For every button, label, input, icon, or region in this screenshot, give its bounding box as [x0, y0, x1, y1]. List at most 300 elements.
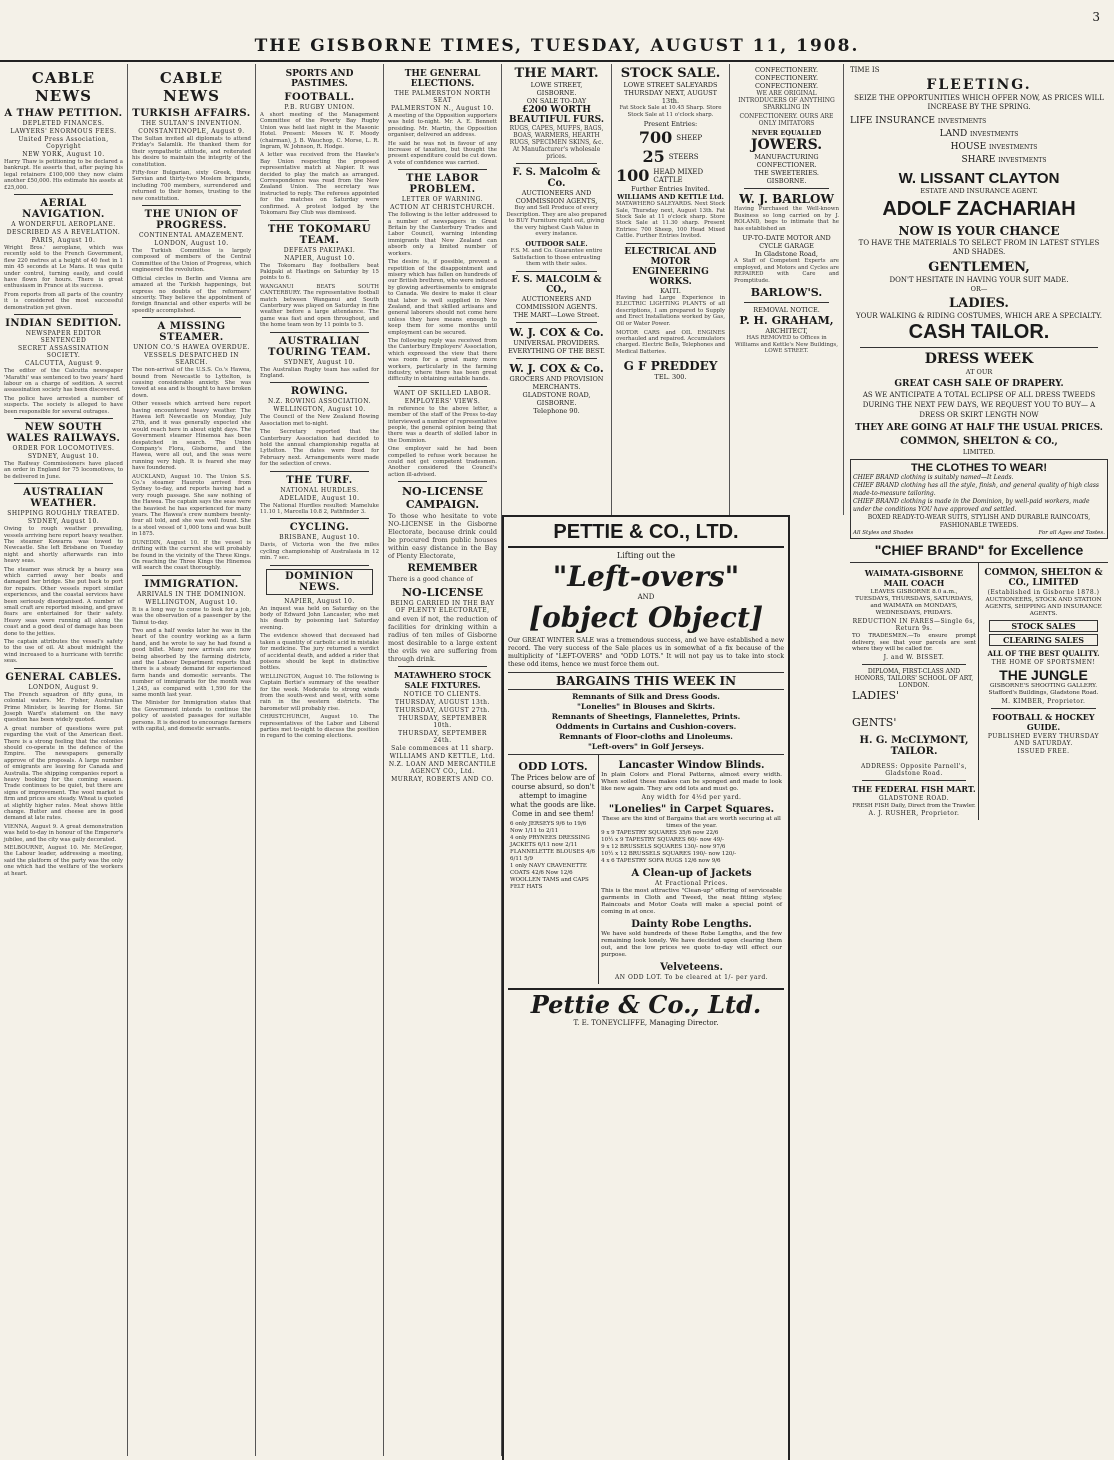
column-stock-ads	[612, 64, 730, 515]
zachariah-ladies: LADIES.	[949, 296, 1009, 311]
elections-heading: THE GENERAL ELECTIONS.	[404, 69, 481, 89]
filler-text: MATAWHERO SALEYARDS. Next Stock Sale, Thursday next, August 13th. Fat Stock Sale at 11 o'clock sharp. Store Stock Sale at 11.30 sharp. Present Entries: 700 Sheep, 100 Head Mixed Cattle. Further Entries Invited.	[616, 201, 725, 240]
column-cable-news-1	[0, 64, 128, 1456]
article-body: The following is the letter addressed to a number of newspapers in Great Britain by the Canterbury Trades and Labor Council, warning intending immigrants that New Zealand can absorb only a limited number of workers.	[388, 212, 497, 257]
right-bottom-split	[850, 562, 1108, 820]
odd-lot-item: FLANNELETTE BLOUSES 4/6 6/11 5/9	[510, 849, 595, 862]
article-body: Davis, of Victoria won the five miles cycling championship of Australasia in 12 min. 7 sec.	[260, 542, 379, 562]
dress-week-firm: COMMON, SHELTON & CO.,	[900, 436, 1058, 447]
article-subtitle: DESCRIBED AS A REVELATION.	[6, 229, 121, 237]
zachariah-chance: NOW IS YOUR CHANCE	[898, 224, 1060, 238]
cable-news-heading: CABLE NEWS	[159, 69, 224, 105]
cox2-title: W. J. COX & Co.	[509, 361, 604, 375]
filler-text: The steamer was struck by a heavy sea which carried away her boats and damaged her bridge. She put back to port for repairs. Other vessels report similar experiences, and the coastal services have been seriously disorganised. A number of small craft are reported missing, and grave fears are entertained for their safety. Heavy seas were running all along the coast and a good deal of damage has been done to the jetties.	[4, 566, 123, 637]
article-place: SYDNEY, August 10.	[27, 518, 100, 526]
article-place: PARIS, August 10.	[31, 237, 96, 245]
article-subtitle: A WONDERFUL AEROPLANE.	[11, 221, 116, 229]
clayton-name: W. LISSANT CLAYTON	[898, 170, 1060, 187]
no-license-body: There is a good chance of	[388, 575, 473, 584]
article-subtitle: SHIPPING ROUGHLY TREATED.	[7, 510, 120, 518]
stock-entries: Present Entries:	[643, 120, 698, 129]
dress-week-sub: AT OUR	[965, 368, 993, 376]
odd-lot-item: 6 only JERSEYS 9/6 to 19/6 Now 1/11 to 2/11	[510, 821, 587, 834]
pettie-bargains: BARGAINS THIS WEEK IN	[508, 672, 784, 690]
article-subtitle: ARRIVALS IN THE DOMINION.	[136, 590, 247, 598]
column-elections	[384, 64, 502, 1456]
robes-title: Dainty Robe Lengths.	[631, 919, 752, 930]
malcolm-outdoor-body: F.S. M. and Co. Guarantee entire Satisfaction to those entrusting them with their sales.	[510, 247, 603, 268]
filler-text: The following reply was received from the Canterbury Employers' Association, which expressed the view that there was room for a great many more workers, particularly in the farming industry, where there has been great difficulty in obtaining suitable hands.	[388, 337, 497, 383]
stock-entry-row	[616, 166, 725, 185]
article-subtitle: DEPLETED FINANCES.	[22, 120, 105, 127]
pettie-leftovers: "Left-overs"	[552, 560, 740, 593]
pettie-bargain-list	[508, 692, 784, 752]
cox-sub: EVERYTHING OF THE BEST.	[508, 346, 605, 355]
no-license-body: and even if not, the reduction of facilities for drinking within a radius of ten miles of Gisborne most desirable to a large extent the evils we are suffering from through drink.	[388, 615, 497, 664]
article-subtitle: N.Z. ROWING ASSOCIATION.	[268, 398, 371, 406]
right-bottom-right	[979, 563, 1108, 820]
filler-text: DUNEDIN, August 10. If the vessel is drifting with the current she will probably be found in the vicinity of the Three Kings. On reaching the Three Kings the Hinemoa will search the coast thoroughly.	[132, 539, 251, 572]
article-place: CALCUTTA, August 9.	[24, 360, 102, 368]
article-title: AUSTRALIAN TOURING TEAM.	[268, 335, 371, 358]
jungle-body: GISBORNE'S SHOOTING GALLERY. Stafford's Buildings, Gladstone Road.	[988, 683, 1099, 696]
column-mart-ads	[502, 64, 612, 515]
carpets-list	[601, 830, 782, 865]
investments-list	[850, 115, 1108, 167]
article-title: AUSTRALIAN WEATHER.	[23, 487, 104, 510]
graham-notice: REMOVAL NOTICE.	[753, 306, 820, 314]
bargain-item: Remnants of Silk and Dress Goods.	[572, 692, 720, 701]
stock-body: Fat Stock Sale at 10.45 Sharp. Store Stock Sale at 11 o'clock sharp.	[619, 105, 722, 118]
cox2-address: GLADSTONE ROAD, GISBORNE.	[522, 390, 591, 407]
bargain-item: Remnants of Sheetings, Flannelettes, Prints.	[551, 712, 741, 721]
zachariah-gentlemen: GENTLEMEN,	[928, 260, 1030, 275]
filler-text: Fifty-four Bulgarian, sixty Greek, three Servian and thirty-two Moslem brigands, including 700 members, surrendered and returned to their homes, trusting to the new constitution.	[132, 170, 251, 202]
barlow-name: BARLOW'S.	[750, 286, 823, 299]
clayton-sub: ESTATE AND INSURANCE AGENT.	[920, 187, 1038, 195]
filler-text: MOTOR CARS and OIL ENGINES overhauled and repaired. Accumulators charged. Electric Bells, Telephones and Medical Batteries.	[616, 329, 725, 355]
odd-lots-body: The Prices below are of course absurd, so don't attempt to imagine what the goods are like. Come in and see them!	[510, 774, 596, 818]
fish-owner: A. J. RUSHER, Proprietor.	[868, 810, 960, 818]
article-body: Owing to rough weather prevailing, vessels arriving here report heavy weather. The steamer Kowarra was towed to Newcastle. She left Brisbane on Tuesday night and shortly afterwards ran into heavy seas.	[4, 526, 123, 565]
mart-sale: ON SALE TO-DAY	[526, 97, 587, 105]
confectionery-line: CONFECTIONERY.	[754, 66, 819, 74]
zachariah-gentlemen-body: DON'T HESITATE IN HAVING YOUR SUIT MADE.	[889, 276, 1069, 284]
article-body: The non-arrival of the U.S.S. Co.'s Hawea, bound from Newcastle to Lyttelton, is causing considerable anxiety. She was towed at sea and is thought to have broken down.	[132, 367, 251, 399]
article-body: Harry Thaw is petitioning to be declared a bankrupt. He asserts that, after paying his legal retainers £100,000 they now claim another £50,000. His estimate his assets at £25,000.	[4, 159, 123, 191]
chief-brand-line: CHIEF BRAND clothing is suitably named—It Leads.	[853, 474, 1014, 481]
pettie-oddlots: [object Object]	[528, 601, 764, 634]
matawhero-title: MATAWHERO STOCK SALE FIXTURES.	[393, 670, 491, 691]
malcolm2-address: THE MART—Lowe Street.	[513, 310, 600, 319]
dress-week-going: THEY ARE GOING AT HALF THE USUAL PRICES.	[855, 423, 1103, 433]
malcolm2-sub: AUCTIONEERS AND COMMISSION AGENTS.	[515, 294, 598, 311]
matawhero-note: Sale commences at 11 sharp.	[391, 745, 494, 753]
filler-text: MELBOURNE, August 10. Mr. McGregor, the Labour leader, addressing a meeting, said the platform of the party was the only one which had the welfare of the workers at heart.	[4, 845, 123, 877]
investment-word: INVESTMENTS	[998, 157, 1047, 164]
matawhero-agent: WILLIAMS AND KETTLE, Ltd.	[389, 753, 496, 761]
fish-address: GLADSTONE ROAD.	[878, 794, 950, 802]
stock-entry-row	[616, 128, 725, 147]
filler-text: He said he was not in favour of any increase of taxation, but thought the present expenditure could be cut down. A vote of confidence was carried.	[388, 140, 498, 166]
mart-headline: £200 WORTH BEAUTIFUL FURS.	[509, 105, 604, 125]
article-place: SYDNEY, August 10.	[27, 452, 100, 460]
no-license-body: To those who hesitate to vote NO-LICENSE in the Gisborne Electorate, because drink could be procured from public houses within easy distance in the Bay of Plenty Electorate,	[388, 512, 497, 561]
graham-name: P. H. GRAHAM,	[739, 314, 834, 327]
article-body: The Sultan invited all diplomats to attend Friday's Salamlik. He thanked them for their sympathetic attitude, and reiterated his desire to maintain the integrity of the constitution.	[132, 136, 251, 168]
article-body: The Turkish Committee is largely composed of members of the Central Committee of the Union of Progress, which engineered the revolution.	[132, 248, 251, 274]
column-sports	[256, 64, 384, 1456]
confectionery-body: CONFECTIONERY. OURS ARE ONLY IMITATORS	[739, 113, 834, 127]
confectionery-line: CONFECTIONERY.	[754, 74, 819, 82]
remember-heading: REMEMBER	[407, 563, 478, 575]
coach-title: WAIMATA-GISBORNE MAIL COACH	[864, 568, 964, 588]
stock-entry-row	[616, 147, 725, 166]
column-confectionery-ads	[730, 64, 844, 515]
zachariah-tailor: CASH TAILOR.	[908, 321, 1050, 343]
carpet-item: 10½ x 9 TAPESTRY SQUARES 60/- now 49/-	[601, 837, 724, 843]
article-body: A short meeting of the Management Committee of the Poverty Bay Rugby Union was held last night in the Masonic Hotel. Present: Messrs W. F. Moody (chairman), J. B. Wauchop, C. Morse, L. R. Ingram, W. Johnson, R. Hodge.	[260, 112, 379, 151]
article-title: THE LABOR PROBLEM.	[406, 173, 479, 196]
article-subtitle: LETTER OF WARNING.	[401, 196, 484, 204]
chief-brand-line: BOXED READY-TO-WEAR SUITS, STYLISH AND DURABLE RAINCOATS, FASHIONABLE TWEEDS.	[867, 514, 1091, 529]
pettie-footer	[508, 988, 784, 1027]
pettie-footer-name: Pettie & Co., Ltd.	[530, 990, 762, 1019]
article-place: CONSTANTINOPLE, August 9.	[138, 128, 245, 135]
article-place: PALMERSTON N., August 10.	[391, 105, 494, 112]
velveteens-body: AN ODD LOT. To be cleared at 1/- per yard.	[614, 974, 769, 981]
odd-lots-list	[510, 821, 596, 891]
filler-text: A Staff of Competent Experts are employed, and Motors and Cycles are REPAIRED with Care and Promptitude.	[734, 258, 839, 284]
article-title: TURKISH AFFAIRS.	[132, 108, 251, 119]
shelton-established: (Established in Gisborne 1878.)	[987, 589, 1100, 596]
shelton-body: AUCTIONEERS, STOCK AND STATION AGENTS, SHIPPING AND INSURANCE AGENTS.	[985, 597, 1102, 617]
malcolm-sub: AUCTIONEERS AND COMMISSION AGENTS,	[515, 189, 598, 205]
mart-address: LOWE STREET,	[530, 81, 583, 89]
filler-text: The Minister for Immigration states that the Government intends to continue the policy of assisted passages for suitable persons. It is desired to encourage farmers with capital, and domestic servants.	[132, 700, 251, 733]
pettie-footer-manager: T. E. TONEYCLIFFE, Managing Director.	[573, 1019, 719, 1027]
shelton-stock: STOCK SALES	[989, 620, 1098, 632]
chief-brand-box	[850, 459, 1108, 539]
odd-lots-section	[508, 755, 599, 984]
no-license-title: NO-LICENSE CAMPAIGN.	[401, 485, 483, 512]
article-title: THE TOKOMARU TEAM.	[267, 223, 372, 246]
article-subtitle: ACTION AT CHRISTCHURCH.	[390, 204, 495, 212]
jowers-sub: MANUFACTURING CONFECTIONER.	[754, 153, 819, 169]
bargain-item: "Left-overs" in Golf Jerseys.	[587, 742, 705, 751]
pettie-title: PETTIE & CO., LTD.	[508, 521, 784, 548]
article-subtitle: NATIONAL HURDLES.	[280, 486, 359, 494]
jungle-owner: M. KIMBER, Proprietor.	[1001, 698, 1086, 705]
article-body: The editor of the Calcutta newspaper 'Marathi' was sentenced to two years' hard labour on a charge of sedition. A secret assassination society has been discovered.	[4, 368, 123, 394]
article-subtitle: UNION CO.'S HAWEA OVERDUE.	[133, 344, 250, 352]
mart-address: GISBORNE.	[536, 89, 577, 97]
article-title: IMMIGRATION.	[144, 578, 239, 590]
malcolm-body: Buy and Sell Produce of every Description. They are also prepared to BUY Furniture right out, giving the very highest Cash Value in every instance.	[506, 205, 607, 238]
article-title: GENERAL CABLES.	[5, 671, 122, 683]
article-subtitle: CONTINENTAL AMAZEMENT.	[138, 232, 245, 240]
article-body: The National Hurdles resulted: Mameluke 11.10 1, Marcella 10.8 2, Pathfinder 3.	[260, 502, 379, 516]
electrical-body: Having had Large Experience in ELECTRIC LIGHTING PLANTS of all descriptions, I am prepared to Supply and Erect Installations worked by Gas, Oil or Water Power.	[616, 294, 725, 327]
malcolm2-title: F. S. MALCOLM & CO.,	[511, 274, 602, 295]
newspaper-title: THE GISBORNE TIMES, TUESDAY, AUGUST 11, 1908.	[254, 36, 860, 56]
investment-row	[850, 154, 1108, 167]
filler-text: The Secretary reported that the Canterbury Association had decided to hold the annual championship regatta at Lyttelton. The dates were fixed for February next. Arrangements were made for the selection of crews.	[260, 429, 379, 468]
bargain-item: Oddments in Curtains and Cushion-covers.	[555, 722, 737, 731]
filler-text: CHRISTCHURCH, August 10. The representatives of the Labor and Liberal parties met to-night to discuss the position in regard to the coming elections.	[260, 714, 379, 740]
article-place: SYDNEY, August 10.	[283, 358, 356, 366]
carpet-item: 9 x 12 BRUSSELS SQUARES 130/- now 97/6	[601, 844, 726, 850]
stock-count: 100	[616, 166, 650, 186]
filler-text: Official circles in Berlin and Vienna are amazed at the Turkish happenings, but express no doubts of the reformers' sincerity. They believe the appointment of foreign financial and other experts will be speedily accomplished.	[132, 275, 251, 314]
blinds-title: Lancaster Window Blinds.	[618, 760, 765, 771]
barlow-title: W. J. BARLOW	[739, 192, 834, 206]
masthead	[0, 0, 1114, 62]
football-guide-title: FOOTBALL & HOCKEY GUIDE.	[992, 712, 1095, 732]
zachariah-body: TO HAVE THE MATERIALS TO SELECT FROM IN LATEST STYLES AND SHADES.	[858, 239, 1100, 256]
column-right-ads	[844, 64, 1114, 1460]
filler-text: From reports from all parts of the country it is considered the most successful demonstration yet given.	[4, 291, 123, 311]
no-license-heading: NO-LICENSE	[401, 586, 483, 600]
filler-text: One employer said he had been compelled to refuse work because he could not get competent tradesmen. Another considered the Council's action ill-advised.	[388, 446, 497, 478]
investment-word: INVESTMENTS	[937, 118, 987, 125]
investment-word: INVESTMENTS	[970, 131, 1019, 138]
fleeting-lead: TIME IS	[850, 66, 880, 74]
jungle-sub: THE HOME OF SPORTSMEN!	[991, 659, 1096, 666]
velveteens-title: Velveteens.	[660, 962, 723, 973]
no-license-sub: BEING CARRIED IN THE BAY OF PLENTY ELECTORATE,	[390, 600, 495, 615]
article-subtitle: WANT OF SKILLED LABOR.	[393, 389, 492, 397]
stock-kind: HEAD MIXED CATTLE	[653, 167, 704, 184]
bargain-item: "Lonelies" in Blouses and Skirts.	[577, 702, 715, 711]
bargain-item: Remnants of Floor-cloths and Linoleums.	[559, 732, 733, 741]
chief-brand-line: CHIEF BRAND clothing has all the style, finish, and general quality of high class made-to-measure tailoring.	[853, 482, 1100, 497]
football-guide-body: PUBLISHED EVERY THURSDAY AND SATURDAY.	[987, 733, 1100, 747]
investment-type: LIFE INSURANCE	[850, 116, 935, 126]
filler-text: A letter was received from the Hawke's Bay Union respecting the proposed representative match at Napier. It was decided to play the match as arranged. Correspondence was read from the New Zealand Union. The secretary was instructed to reply. The referees appointed for the matches on Saturday were confirmed. A protest lodged by the Tokomaru Bay Club was dismissed.	[260, 152, 379, 217]
zachariah-ladies-body: YOUR WALKING & RIDING COSTUMES, WHICH ARE A SPECIALTY.	[856, 312, 1102, 320]
stock-sub: LOWE STREET SALEYARDS	[623, 81, 718, 89]
filler-text: AUCKLAND, August 10. The Union S.S. Co.'s steamer Hauroto arrived from Sydney to-day, and reports having had a very rough passage. She saw nothing of the Hawea. The captain says the seas were the heaviest he has experienced for many years. The Hawea's crew numbers twenty-four all told, and she was well found. She is a steel vessel of 1,000 tons and was built in 1875.	[132, 473, 251, 538]
zachariah-or: OR—	[970, 285, 988, 293]
jowers-shop: THE SWEETERIES.	[753, 169, 819, 177]
article-place: WELLINGTON, August 10.	[273, 406, 366, 414]
article-title: THE UNION OF PROGRESS.	[144, 209, 239, 232]
jackets-title: A Clean-up of Jackets	[631, 868, 752, 879]
barlow-sub: UP-TO-DATE MOTOR AND CYCLE GARAGE	[742, 234, 831, 251]
fish-body: FRESH FISH Daily, Direct from the Trawler.	[852, 802, 976, 809]
stock-title: STOCK SALE.	[620, 66, 721, 81]
investment-type: LAND	[939, 129, 968, 139]
article-subtitle: LAWYERS' ENORMOUS FEES.	[10, 128, 117, 135]
robes-body: We have sold hundreds of these Robe Lengths, and the few remaining look lonely. We have decided upon clearing them out, and the low prices we quote to-day will effect our purpose.	[601, 931, 782, 958]
pettie-and: AND	[637, 593, 655, 601]
malcolm-outdoor: OUTDOOR SALE.	[525, 239, 588, 248]
mart-body: RUGS, CAPES, MUFFS, BAGS, BOAS, WARMERS, HEARTH RUGS, SPECIMEN SKINS, &c. At Manufacturer's wholesale prices.	[509, 125, 604, 160]
preddey-tel: TEL. 300.	[654, 373, 687, 382]
article-title: A MISSING STEAMER.	[157, 321, 226, 344]
article-body: It is a long way to come to look for a job, was the observation of a passenger by the Tainui to-day.	[132, 606, 251, 626]
article-body: The Railway Commissioners have placed an order in England for 75 locomotives, to be delivered in June.	[4, 460, 123, 480]
chief-brand-slogan: "CHIEF BRAND" for Excellence	[874, 542, 1084, 558]
article-title: FOOTBALL.	[284, 92, 355, 103]
article-title: A THAW PETITION.	[4, 108, 123, 119]
filler-text: VIENNA, August 9. A great demonstration was held to-day in honour of the Emperor's jubilee, and the city was gaily decorated.	[4, 823, 123, 843]
article-place: LONDON, August 10.	[154, 240, 229, 248]
article-title: NEW SOUTH WALES RAILWAYS.	[6, 421, 121, 444]
pettie-intro: Our GREAT WINTER SALE was a tremendous success, and we have established a new record. The very success of the Sale places us in somewhat of a fix because of the multiplicity of "LEFT-OVERS" and "ODD LOTS." It will not pay us to take into stock these odd items, hence we must force them out.	[508, 637, 784, 668]
article-place: WELLINGTON, August 10.	[145, 598, 238, 606]
odd-lot-item: 1 only NAVY CRAVENETTE COATS 42/6 Now 12/6	[510, 863, 587, 876]
article-place: NAPIER, August 10.	[284, 597, 355, 605]
article-body: The Council of the New Zealand Rowing Association met to-night.	[260, 414, 379, 427]
article-subtitle: P.B. RUGBY UNION.	[284, 104, 355, 111]
stock-count: 25	[642, 147, 665, 167]
right-bottom-left	[850, 563, 979, 820]
article-body: Wright Bros.' aeroplane, which was recently sold to the French Government, flew 220 metres at a height of 40 feet in 1 min 45 seconds at Le Mans. It was quite under control, turning easily, and could have flown for hours. There is great enthusiasm in France at its success.	[4, 245, 123, 290]
article-title: ROWING.	[290, 386, 349, 398]
article-place: ADELAIDE, August 10.	[279, 494, 360, 502]
chief-brand-footer	[853, 530, 1105, 536]
coach-body: LEAVES GISBORNE 8.0 a.m., TUESDAYS, THURSDAYS, SATURDAYS, and WAIMATA on MONDAYS, WEDNESDAYS, FRIDAYS.	[855, 589, 973, 616]
jackets-body: This is the most attractive "Clean-up" offering of serviceable garments in Cloth and Tweed, the neat fitting styles; Raincoats and Motor Coats will make a special point of coming in at once.	[601, 888, 782, 915]
carpet-item: 9 x 9 TAPESTRY SQUARES 35/6 now 22/6	[601, 830, 719, 836]
article-subtitle: DEFEATS PAKIPAKI.	[283, 246, 356, 254]
article-body: In reference to the above letter, a member of the staff of the Press to-day interviewed a number of representative people, the general opinion being that there was a dearth of skilled labor in the Dominion.	[388, 405, 497, 444]
article-body: The Tokomaru Bay footballers beat Pakipaki at Hastings on Saturday by 15 points to 6.	[260, 262, 379, 282]
filler-text: WELLINGTON, August 10. The following is Captain Bertie's summary of the weather for the week. Moderate to strong winds from the south-west and west, with some rain in the western districts. The barometer will probably rise.	[260, 673, 379, 712]
malcolm-title: F. S. Malcolm & Co.	[512, 167, 601, 189]
cox2-sub: GROCERS AND PROVISION MERCHANTS.	[509, 374, 604, 391]
column-cable-news-2	[128, 64, 256, 1456]
carpets-body: These are the kind of Bargains that are worth securing at all times of the year.	[602, 816, 781, 829]
article-place: NEW YORK, August 10.	[22, 151, 105, 158]
pettie-advertisement	[502, 515, 790, 1460]
chief-brand-line: CHIEF BRAND clothing is made in the Dominion, by well-paid workers, made under the conditions YOU have approved and settled.	[853, 498, 1090, 513]
confectionery-equalled: NEVER EQUALLED	[751, 129, 822, 137]
article-place: LONDON, August 9.	[28, 683, 99, 691]
stock-agents: WILLIAMS AND KETTLE Ltd.	[617, 193, 724, 202]
investment-row	[850, 115, 1108, 128]
sports-heading: SPORTS AND PASTIMES.	[285, 69, 354, 89]
carpet-item: 4 x 6 TAPESTRY SOFA RUGS 12/6 now 9/6	[601, 858, 721, 864]
matawhero-date: THURSDAY, SEPTEMBER 10th.	[398, 715, 487, 730]
article-place: BRISBANE, August 10.	[279, 534, 360, 542]
matawhero-agent: MURRAY, ROBERTS AND CO.	[391, 776, 494, 784]
fleeting-title: FLEETING.	[926, 77, 1032, 93]
article-title: AERIAL NAVIGATION.	[22, 198, 105, 221]
investment-type: SHARE	[961, 155, 996, 165]
stock-kind: STEERS	[668, 152, 699, 161]
barlow-body: Having Purchased the Well-known Business so long carried on by J. ROLAND, begs to intimate that he has established an	[734, 206, 839, 232]
coach-notice: TO TRADESMEN.—To ensure prompt delivery, see that your parcels are sent where they will be called for.	[852, 633, 976, 653]
graham-body: HAS REMOVED to Offices in Williams and Kettle's New Buildings, LOWE STREET.	[734, 335, 839, 355]
carpet-item: 10½ x 12 BRUSSELS SQUARES 190/- now 120/-	[601, 851, 737, 857]
article-credit: United Press Association, Copyright	[18, 136, 109, 150]
article-body: An inquest was held on Saturday on the body of Edward John Lancaster, who met his death by poisoning last Saturday evening.	[260, 605, 379, 631]
filler-text: The captain attributes the vessel's safety to the use of oil. At about midnight the wind increased to a hurricane with terrific seas.	[4, 639, 123, 665]
diploma-address: ADDRESS: Opposite Parnell's, Gladstone Road.	[860, 762, 968, 777]
confectionery-body: WE ARE ORIGINAL INTRODUCERS OF ANYTHING SPARKLING IN	[738, 90, 835, 111]
diploma-text: DIPLOMA, FIRST-CLASS AND HONORS, TAILORS' SCHOOL OF ART, LONDON.	[854, 667, 974, 689]
electrical-title: ELECTRICAL AND MOTOR ENGINEERING WORKS.	[624, 246, 717, 287]
investment-row	[850, 141, 1108, 154]
filler-text: The police have arrested a number of suspects. The society is alleged to have been responsible for several outrages.	[4, 395, 123, 415]
dress-week-sub2: GREAT CASH SALE OF DRAPERY.	[894, 379, 1064, 389]
electrical-sub: KAITI.	[660, 286, 681, 295]
chief-brand-styles: All Styles and Shades	[853, 530, 914, 536]
filler-text: The evidence showed that deceased had taken a quantity of carbolic acid in mistake for medicine. The jury returned a verdict of accidental death, and added a rider that poisons should be kept in distinctive bottles.	[260, 633, 379, 672]
barlow-road: In Gladstone Road,	[755, 250, 818, 259]
article-body: The Australian Rugby team has sailed for England.	[260, 366, 379, 379]
football-guide-issued: ISSUED FREE.	[1017, 748, 1070, 755]
carpets-title: "Lonelies" in Carpet Squares.	[608, 804, 775, 815]
odd-lot-item: FELT HATS	[510, 884, 543, 890]
filler-text: Two and a half weeks later he was in the heart of the country working as a farm hand, and he wrote to say he had found a good billet. Many new arrivals are now being absorbed by the farming districts, and the Labour Department reports that there is a steady demand for experienced farm hands and domestic servants. The number of immigrants for the month was 1,245, as compared with 1,590 for the same month last year.	[132, 627, 251, 698]
fleeting-body: SEIZE THE OPPORTUNITIES WHICH OFFER NOW, AS PRICES WILL INCREASE BY THE SPRING.	[854, 94, 1104, 111]
pettie-sub: Lifting out the	[616, 551, 676, 560]
diploma-tailor: H. G. McCLYMONT, TAILOR.	[859, 734, 969, 757]
article-subtitle: THE SULTAN'S INVENTION.	[141, 120, 242, 127]
coach-name: J. and W. BISSET.	[883, 653, 945, 661]
confectionery-line: CONFECTIONERY.	[754, 82, 819, 90]
article-place: NAPIER, August 10.	[284, 254, 355, 262]
cox2-telephone: Telephone 90.	[533, 406, 580, 415]
chief-brand-ages: For all Ages and Tastes.	[1038, 530, 1105, 536]
investment-row	[850, 128, 1108, 141]
filler-text: Other vessels which arrived here report having encountered heavy weather. The Hawea left Newcastle on Monday, July 27th, and it was generally expected she would reach here in about eight days. The Government steamer Hinemoa has been despatched in search. The Union Company's Flora, Gisborne, and the Hawea, were all out, and the seas were running very high. It is feared she may have foundered.	[132, 401, 251, 472]
article-subtitle: VESSELS DESPATCHED IN SEARCH.	[143, 352, 240, 367]
investment-type: HOUSE	[950, 142, 987, 152]
graham-title: ARCHITECT,	[765, 327, 808, 335]
blinds-body: In plain Colors and Floral Patterns, almost every width. When soiled these makes can be sponged and made to look like new again. They are odd lots and must go.	[601, 772, 782, 792]
filler-text: The desire is, if possible, prevent a repetition of the disappointment and misery which has fallen on hundreds of our British brethren, who were induced by glowing advertisements to emigrate to Canada. We desire to make it clear that labor is well supplied in New Zealand, and that skilled artisans and general laborers should not come here unless they have means enough to keep them for some months until employment can be secured.	[388, 259, 497, 336]
pettie-sections	[508, 754, 784, 984]
odd-lots-title: ODD LOTS.	[518, 760, 588, 773]
stock-count: 700	[638, 128, 673, 148]
coach-note: REDUCTION IN FARES—Single 6s, Return 9s.	[852, 618, 976, 632]
dress-week-body: AS WE ANTICIPATE A TOTAL ECLIPSE OF ALL DRESS TWEEDS DURING THE NEXT FEW DAYS, WE REQUEST YOU TO BUY— A DRESS OR SKIRT LENGTH NOW	[862, 391, 1096, 419]
article-subtitle: SECRET ASSASSINATION SOCIETY.	[18, 345, 109, 360]
article-title: CYCLING.	[289, 522, 350, 534]
article-subtitle: EMPLOYERS' VIEWS.	[404, 397, 481, 405]
stock-note: Further Entries Invited.	[631, 185, 710, 194]
article-title: THE TURF.	[286, 474, 353, 486]
matawhero-date: THURSDAY, SEPTEMBER 24th.	[398, 730, 487, 745]
shelton-clearing: CLEARING SALES	[989, 634, 1098, 646]
shelton-quality: ALL OF THE BEST QUALITY.	[987, 649, 1100, 658]
article-subtitle: NEWSPAPER EDITOR SENTENCED	[25, 330, 102, 345]
article-title: DOMINION NEWS.	[266, 569, 373, 595]
jowers-address: GISBORNE.	[766, 177, 807, 185]
dress-week-title: DRESS WEEK	[924, 351, 1034, 367]
cox-sub: UNIVERSAL PROVIDERS.	[513, 338, 600, 347]
dress-week-ltd: LIMITED.	[962, 448, 996, 456]
article-body: The French squadron of fifty guns, in colonial waters. Mr. Fisher, Australian Prime Minister, is leaving for Home. Sir Joseph Ward's statement on the navy question has been widely quoted.	[4, 691, 123, 724]
filler-text: A great number of questions were put regarding the visit of the American fleet. There is a strong feeling that the colonies should co-operate in the defence of the Empire. The newspapers generally approve of the proposals. A large number of emigrants are leaving for Canada and Australia. The shipping companies report a heavy booking for the coming season. Trade continues to be quiet, but there are signs of improvement. The wool market is firm and prices are steady. Wheat is quoted at slightly higher rates. Meat shows little change. Butter and cheese are in good demand at late rates.	[4, 725, 124, 822]
jungle-title: THE JUNGLE	[999, 667, 1088, 683]
odd-lot-item: 4 only PRYNEES DRESSING JACKETS 6/11 now 2/11	[510, 835, 590, 848]
article-subtitle: ORDER FOR LOCOMOTIVES.	[12, 444, 115, 452]
zachariah-name: ADOLF ZACHARIAH	[882, 198, 1076, 220]
jackets-sub: At Fractional Prices.	[655, 880, 728, 887]
mart-title: THE MART.	[514, 66, 599, 81]
pettie-right-sections	[599, 755, 784, 984]
fish-title: THE FEDERAL FISH MART.	[852, 783, 976, 794]
matawhero-sub: NOTICE TO CLIENTS.	[403, 691, 482, 699]
diploma-gents: GENTS'	[852, 715, 897, 729]
stock-sub: THURSDAY NEXT, AUGUST 13th.	[623, 89, 718, 105]
